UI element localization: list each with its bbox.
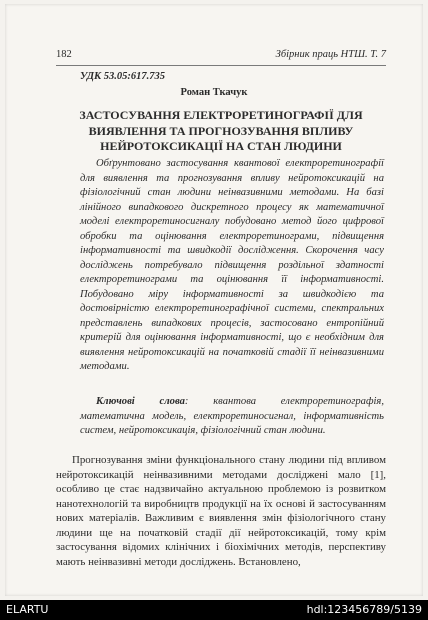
repository-name: ELARTU [6,603,49,616]
udc-code: УДК 53.05:617.735 [80,71,166,82]
page-number: 182 [56,49,72,60]
journal-title: Збірник праць НТШ. Т. 7 [275,49,386,60]
keywords-label: Ключові слова [96,396,185,407]
keywords [80,395,384,439]
footer-bar [0,600,428,620]
abstract: Обґрунтовано застосування квантової електроретинографії для виявлення та прогнозування впливу нейротоксикацій на фізіологічний стан людини неінвазивними методами. На базі лінійного випадкового дискретного процесу як математичної моделі електроретиносигналу побудовано метод його цифрової обробки та оцінювання електроретинограми, підвищення інформативності та швидкодії дослідження. Скорочення часу досліджень потребувало підвищення роздільної здатності електроретинограми та оцінювання її інформативності. Побудовано міру інформативності за швидкодією та достовірністю електроретинографічної системи, спектральних представлень випадкових процесів, застосовано ентропійний критерій для оцінювання інформативності, що є необхідним для виявлення нейротоксикацій на початковій стадії її неінвазивними методами. [80,158,384,372]
body-paragraph: Прогнозування зміни функціонального стану людини під впливом нейротоксикацій неінвазивними методами досліджені мало [1], особливо це стає надзвичайно актуальною проблемою із розвитком нанотехнологій та виробництв продукції на їх основі й застосуванням нових матеріалів. Важливим є виявлення змін фізіологічного стану людини ще на початковій стадії дії нейротоксикацій, тому крім застосування відомих клінічних і біохімічних методів, перспективу мають неінвазивні методи досліджень. Встановлено, [56,454,386,568]
author-name: Роман Ткачук [180,87,248,98]
article-title: ЗАСТОСУВАННЯ ЕЛЕКТРОРЕТИНОГРАФІЇ ДЛЯ ВИЯВЛЕННЯ ТА ПРОГНОЗУВАННЯ ВПЛИВУ НЕЙРОТОКСИКАЦІЇ НА СТАН ЛЮДИНИ [79,108,363,153]
running-head [56,47,386,66]
keywords-text: : квантова електроретинографія, математична модель, електроретиносигнал, інформативність систем, нейротоксикація, фізіологічний стан людини. [80,396,384,436]
handle-id: hdl:123456789/5139 [306,603,422,616]
